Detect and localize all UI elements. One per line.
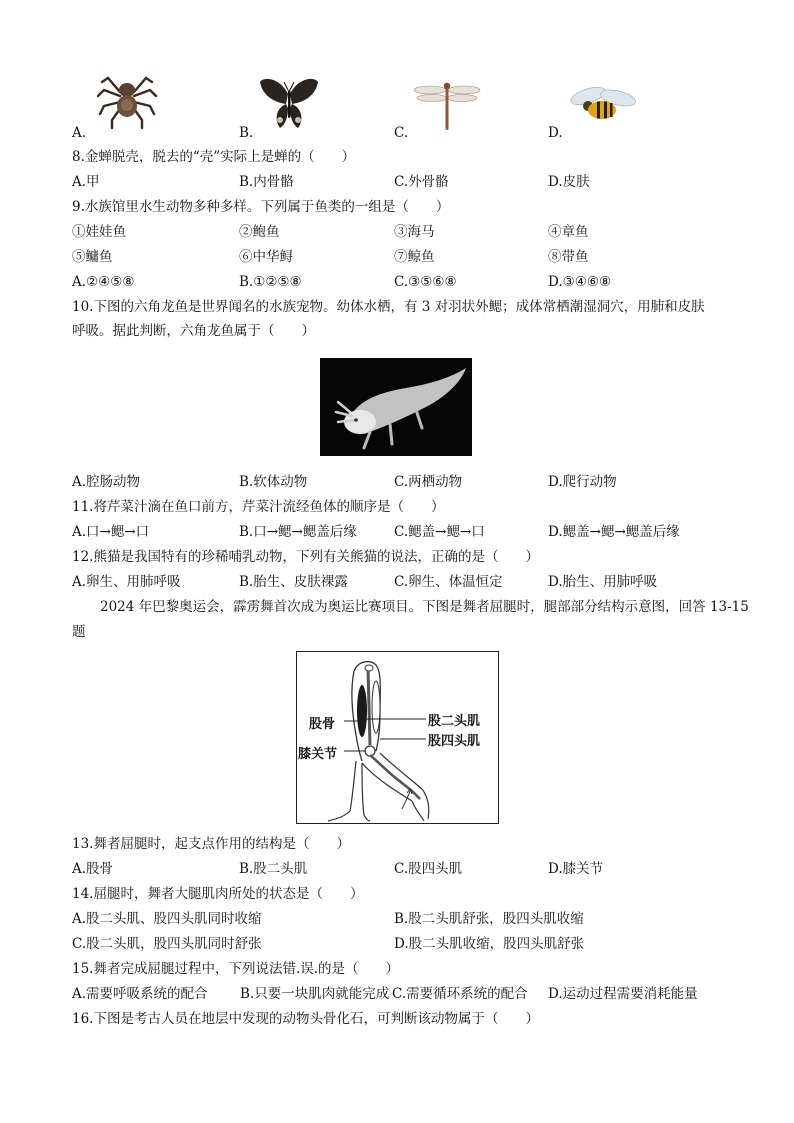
q12-option-c: C.卵生、体温恒定 <box>394 574 503 590</box>
q11-option-c: C.鳃盖→鳃→口 <box>394 524 485 540</box>
q11-option-a: A.口→鳃→口 <box>72 524 150 540</box>
q10-option-c: C.两栖动物 <box>394 474 463 490</box>
q9-option-a: A.②④⑤⑧ <box>72 274 135 290</box>
femur-label: 股骨 <box>309 717 336 732</box>
q9-item: ②鲍鱼 <box>239 224 280 240</box>
q9-items-row-1 <box>72 221 732 243</box>
q8-option-a: A.甲 <box>72 174 100 190</box>
q9-option-b: B.①②⑤⑧ <box>239 274 302 290</box>
animal-option-d: D. <box>548 125 563 141</box>
animal-option-a: A. <box>72 125 87 141</box>
q8-options <box>72 171 732 193</box>
quadriceps-label: 股四头肌 <box>428 734 481 749</box>
q11-option-b: B.口→鳃→鳃盖后缘 <box>239 524 357 540</box>
q12-option-a: A.卵生、用肺呼吸 <box>72 574 181 590</box>
q13-option-d: D.膝关节 <box>548 861 604 877</box>
q15-option-c: C.需要循环系统的配合 <box>392 986 528 1002</box>
q12-option-d: D.胎生、用肺呼吸 <box>548 574 658 590</box>
knee-joint-label: 膝关节 <box>298 747 338 762</box>
q14-options-row-1 <box>72 908 732 930</box>
q9-item: ⑧带鱼 <box>548 249 589 265</box>
q14-stem: 14.屈腿时，舞者大腿肌肉所处的状态是（ ） <box>72 886 364 902</box>
biceps-femoris-label: 股二头肌 <box>428 714 481 729</box>
q9-option-c: C.③⑤⑥⑧ <box>394 274 457 290</box>
axolotl-image <box>320 358 472 456</box>
q11-option-d: D.鳃盖→鳃→鳃盖后缘 <box>548 524 680 540</box>
q8-option-c: C.外骨骼 <box>394 174 449 190</box>
q9-item: ③海马 <box>394 224 435 240</box>
q10-option-d: D.爬行动物 <box>548 474 617 490</box>
q14-option-a: A.股二头肌、股四头肌同时收缩 <box>72 911 262 927</box>
q15-options <box>72 983 732 1005</box>
animal-option-b: B. <box>239 125 254 141</box>
q11-stem: 11.将芹菜汁滴在鱼口前方，芹菜汁流经鱼体的顺序是（ ） <box>72 499 445 515</box>
animal-option-c: C. <box>394 125 409 141</box>
q14-option-d: D.股二头肌收缩，股四头肌舒张 <box>394 936 585 952</box>
q14-option-b: B.股二头肌舒张，股四头肌收缩 <box>394 911 584 927</box>
q15-option-a: A.需要呼吸系统的配合 <box>72 986 208 1002</box>
q14-option-c: C.股二头肌，股四头肌同时舒张 <box>72 936 262 952</box>
q10-stem-line-2: 呼吸。据此判断，六角龙鱼属于（ ） <box>72 323 315 339</box>
q12-option-b: B.胎生、皮肤裸露 <box>239 574 348 590</box>
q9-item: ⑥中华鲟 <box>239 249 293 265</box>
q9-option-d: D.③④⑥⑧ <box>548 274 612 290</box>
q12-stem: 12.熊猫是我国特有的珍稀哺乳动物，下列有关熊猫的说法，正确的是（ ） <box>72 549 539 565</box>
intro-line-2: 题 <box>72 624 86 640</box>
q10-stem-line-1: 10.下图的六角龙鱼是世界闻名的水族宠物。幼体水栖，有 3 对羽状外鳃；成体常栖潮湿洞穴，用肺和皮肤 <box>72 299 705 315</box>
q9-item: ④章鱼 <box>548 224 589 240</box>
q9-item: ①娃娃鱼 <box>72 224 126 240</box>
q8-option-d: D.皮肤 <box>548 174 590 190</box>
q9-item: ⑦鲸鱼 <box>394 249 435 265</box>
q9-items-row-2 <box>72 246 732 268</box>
q13-stem: 13.舞者屈腿时，起支点作用的结构是（ ） <box>72 836 350 852</box>
q10-options <box>72 471 732 493</box>
q13-option-b: B.股二头肌 <box>239 861 308 877</box>
q15-option-b: B.只要一块肌肉就能完成 <box>240 986 390 1002</box>
q12-options <box>72 571 732 593</box>
q8-stem: 8.金蝉脱壳，脱去的“壳”实际上是蝉的（ ） <box>72 149 356 165</box>
q9-stem: 9.水族馆里水生动物多种多样。下列属于鱼类的一组是（ ） <box>72 199 450 215</box>
q8-option-b: B.内骨骼 <box>239 174 294 190</box>
q9-item: ⑤鳙鱼 <box>72 249 113 265</box>
q13-option-c: C.股四头肌 <box>394 861 463 877</box>
q15-option-d: D.运动过程需要消耗能量 <box>548 986 698 1002</box>
q10-option-a: A.腔肠动物 <box>72 474 141 490</box>
q10-option-b: B.软体动物 <box>239 474 308 490</box>
q13-option-a: A.股骨 <box>72 861 114 877</box>
intro-line-1: 2024 年巴黎奥运会，霹雳舞首次成为奥运比赛项目。下图是舞者屈腿时，腿部部分结构示意图，回答 13-15 <box>100 599 749 615</box>
q9-options <box>72 271 732 293</box>
q15-stem: 15.舞者完成屈腿过程中，下列说法错.误.的是（ ） <box>72 961 400 977</box>
q13-options <box>72 858 732 880</box>
q16-stem: 16.下图是考古人员在地层中发现的动物头骨化石，可判断该动物属于（ ） <box>72 1011 539 1027</box>
q14-options-row-2 <box>72 933 732 955</box>
q11-options <box>72 521 732 543</box>
